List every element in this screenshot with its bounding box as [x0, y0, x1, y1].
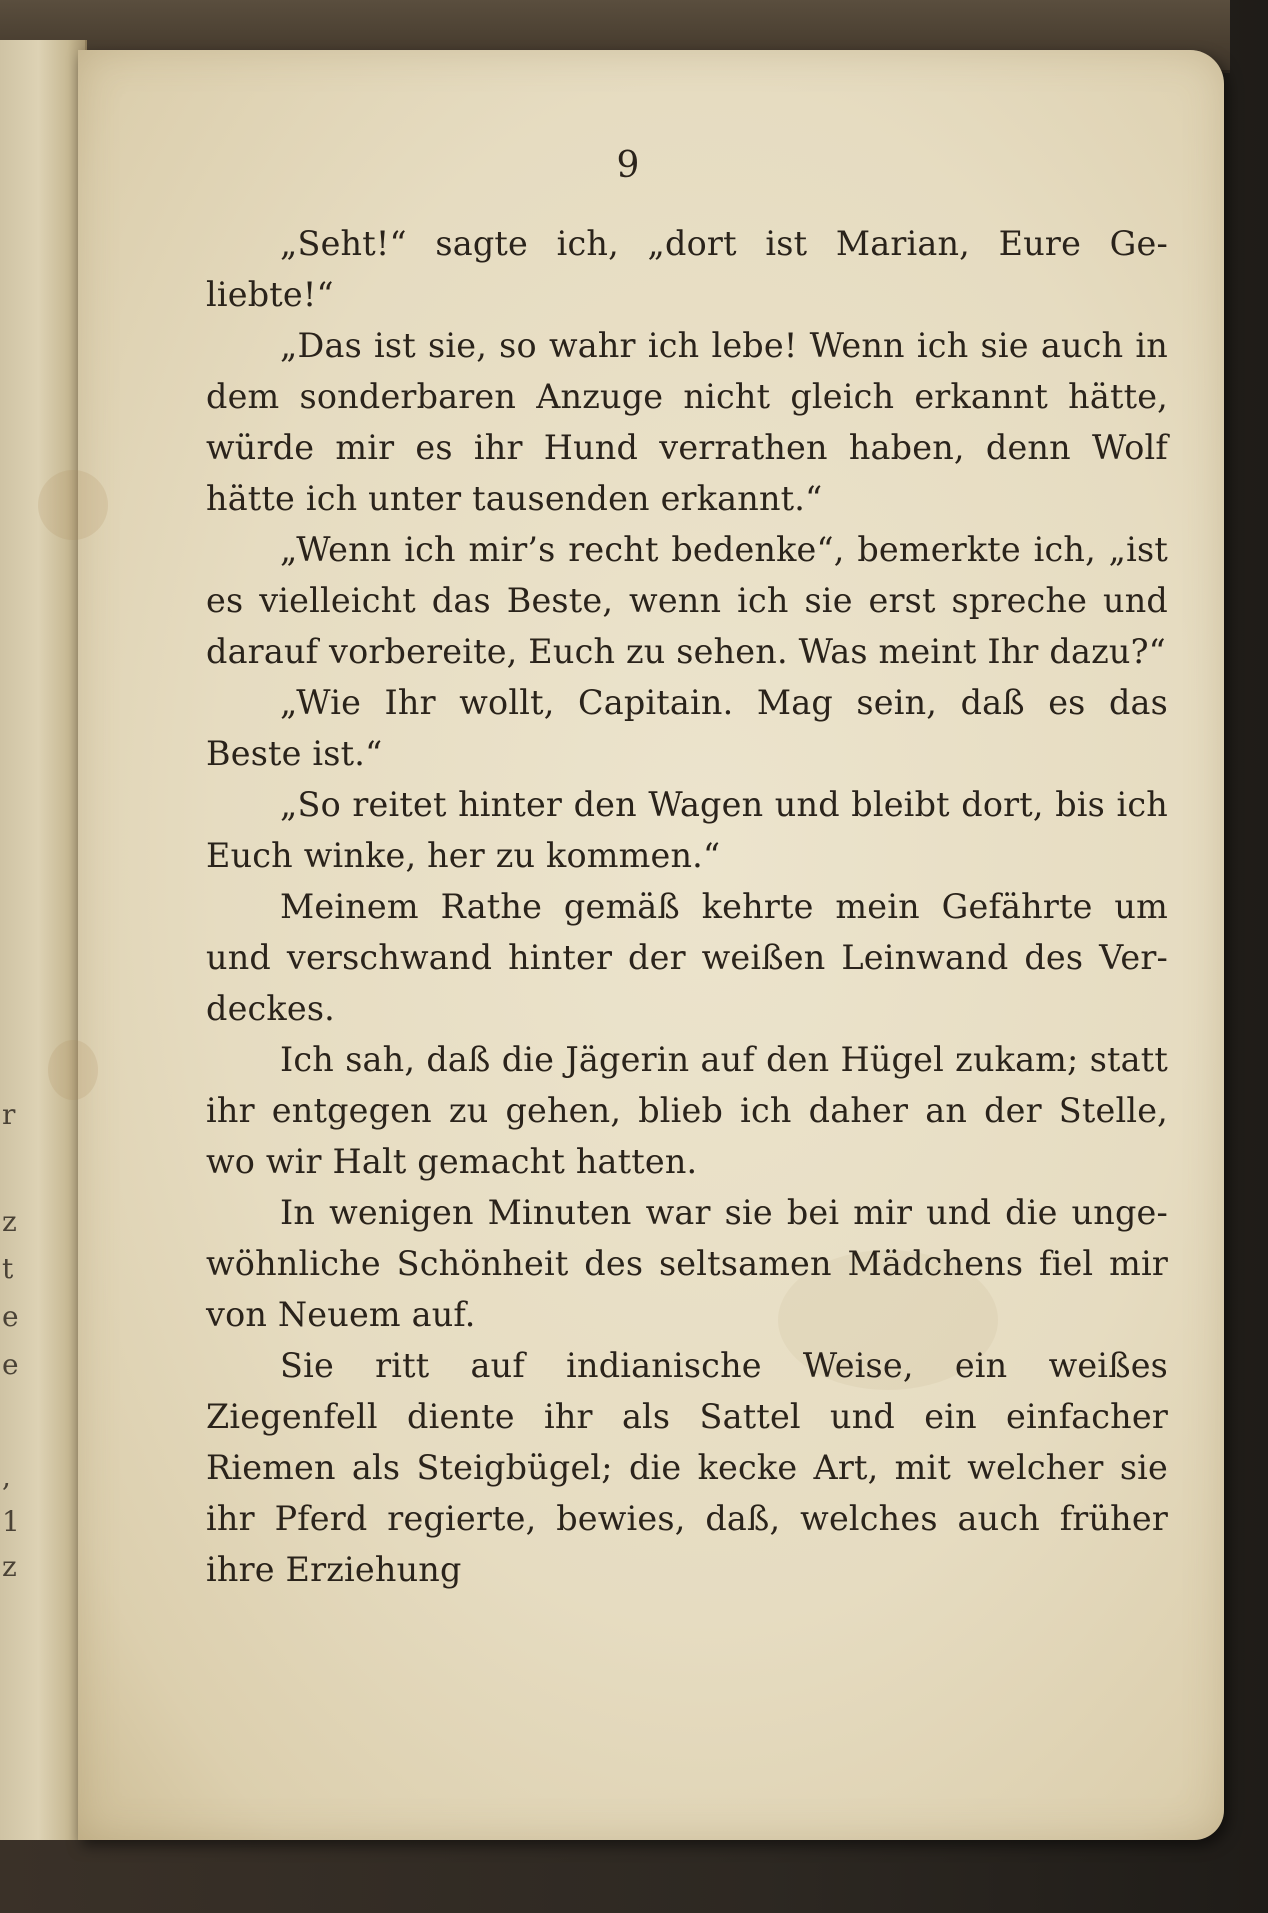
left-fragment: z [2, 1205, 17, 1238]
left-fragment: e [2, 1348, 19, 1381]
left-fragment: z [2, 1550, 17, 1583]
page-stain [38, 470, 108, 540]
page-number: 9 [616, 145, 640, 186]
paragraph: „Wenn ich mir’s recht bedenke“, bemerkte ich, „ist es vielleicht das Beste, wenn ich sie erst spreche und darauf vorbereite, Euch zu sehen. Was meint Ihr dazu?“ [206, 530, 1168, 671]
left-fragment: t [2, 1252, 14, 1285]
left-fragment: r [2, 1098, 16, 1131]
paragraph: In wenigen Minuten war sie bei mir und die unge- wöhnliche Schönheit des seltsamen Mädchens fiel mir von Neuem auf. [206, 1193, 1168, 1334]
paragraph: „Das ist sie, so wahr ich lebe! Wenn ich sie auch in dem sonderbaren Anzuge nicht gleich erkannt hätte, würde mir es ihr Hund verrathen haben, denn Wolf hätte ich unter tausenden erkannt.“ [206, 326, 1168, 518]
paragraph: Meinem Rathe gemäß kehrte mein Gefährte um und verschwand hinter der weißen Leinwand des Ver- deckes. [206, 887, 1168, 1028]
paragraph: Sie ritt auf indianische Weise, ein weißes Ziegenfell diente ihr als Sattel und ein einfacher Riemen als Steigbügel; die kecke Art, mit welcher sie ihr Pferd regierte, bewies, daß, welches auch früher ihre Erziehung [206, 1346, 1168, 1589]
paragraph: „Seht!“ sagte ich, „dort ist Marian, Eure Ge- liebte!“ [206, 224, 1168, 314]
left-fragment: 1 [2, 1505, 20, 1538]
left-fragment: , [2, 1460, 11, 1493]
paragraph: „So reitet hinter den Wagen und bleibt dort, bis ich Euch winke, her zu kommen.“ [206, 785, 1168, 875]
page-stain [48, 1040, 98, 1100]
paragraph: „Wie Ihr wollt, Capitain. Mag sein, daß es das Beste ist.“ [206, 683, 1168, 773]
page-body [206, 218, 1168, 1595]
book-page [78, 50, 1224, 1840]
left-fragment: e [2, 1300, 19, 1333]
paragraph: Ich sah, daß die Jägerin auf den Hügel zukam; statt ihr entgegen zu gehen, blieb ich daher an der Stelle, wo wir Halt gemacht hatten. [206, 1040, 1168, 1181]
left-page-fragments [0, 0, 30, 1913]
